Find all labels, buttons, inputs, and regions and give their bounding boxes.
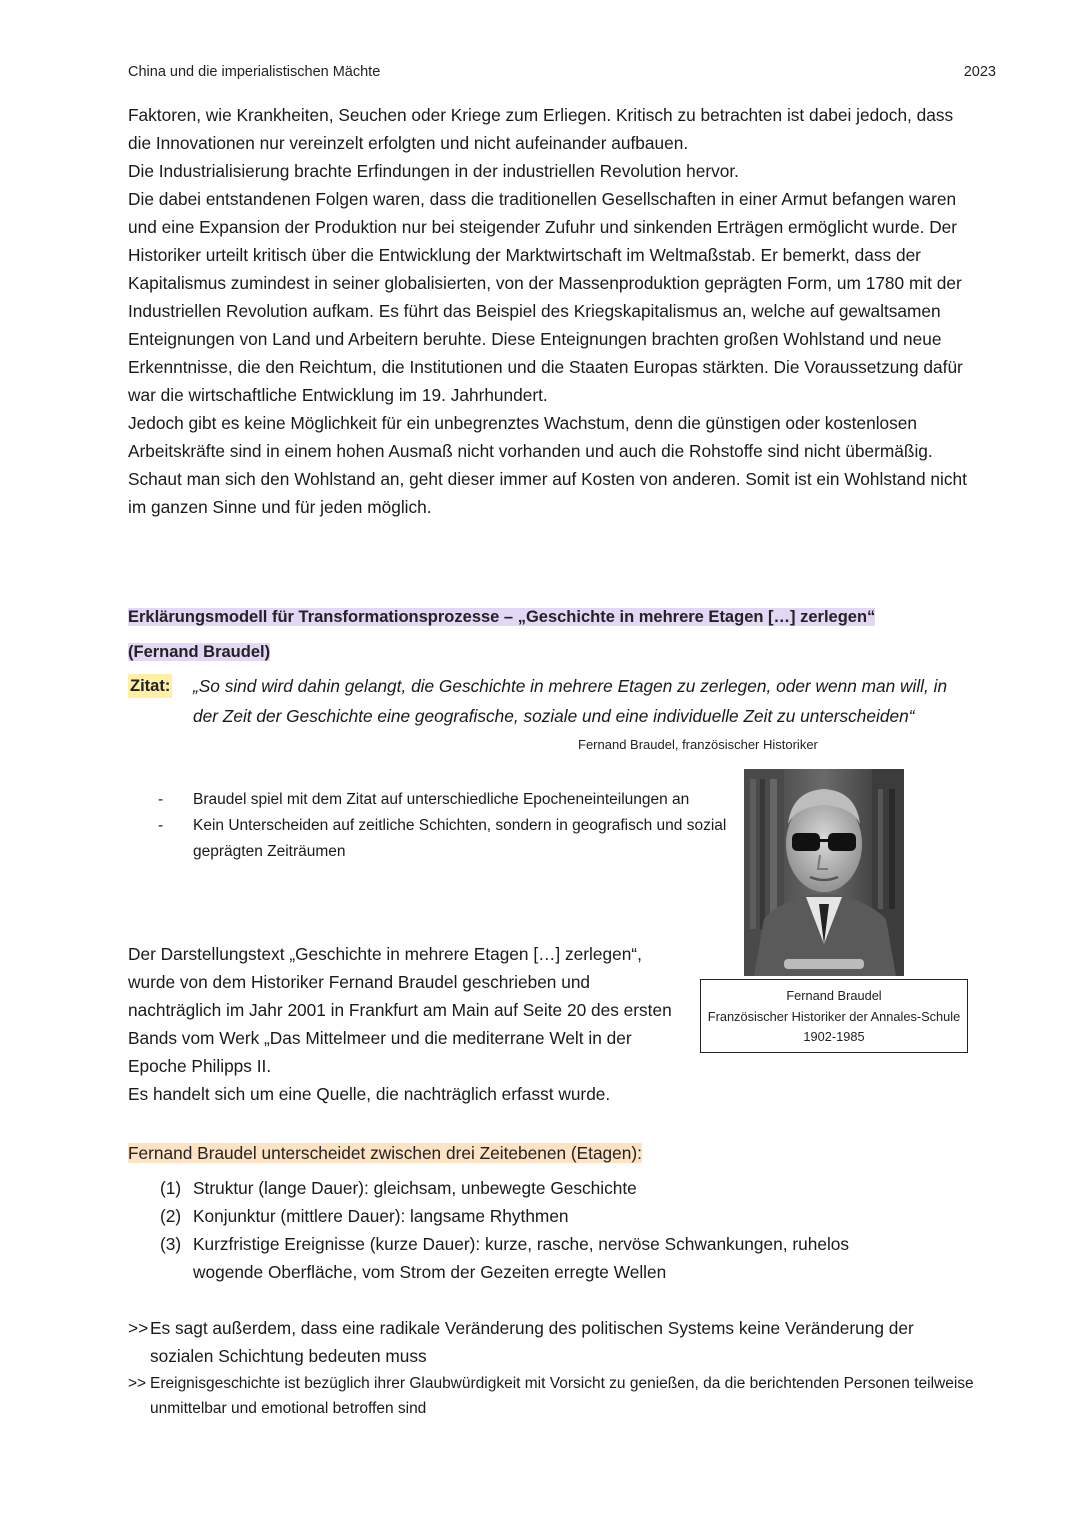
list-item bbox=[160, 1202, 920, 1230]
level-text: Kurzfristige Ereignisse (kurze Dauer): kurze, rasche, nervöse Schwankungen, ruhelos wogende Oberfläche, vom Strom der Gezeiten erregte Wellen bbox=[193, 1234, 850, 1282]
portrait-photo bbox=[744, 769, 904, 976]
document-header-year: 2023 bbox=[963, 64, 996, 80]
levels-heading-text: Fernand Braudel unterscheidet zwischen drei Zeitebenen (Etagen): bbox=[128, 1143, 642, 1163]
source-paragraph: Der Darstellungstext „Geschichte in mehrere Etagen […] zerlegen“, wurde von dem Historiker Fernand Braudel geschrieben und nachträglich im Jahr 2001 in Frankfurt am Main auf Seite 20 des ersten Bands vom Werk „Das Mittelmeer und die mediterrane Welt in der Epoche Philipps II. bbox=[128, 944, 672, 1076]
level-number: (3) bbox=[160, 1234, 182, 1254]
bullet-list bbox=[158, 787, 738, 865]
source-description bbox=[128, 940, 688, 1108]
caption-description: Französischer Historiker der Annales-Schule 1902-1985 bbox=[707, 1008, 961, 1044]
list-item bbox=[160, 1230, 920, 1286]
list-item: - Braudel spiel mit dem Zitat auf unterschiedliche Epocheneinteilungen an bbox=[158, 791, 690, 808]
level-number: (2) bbox=[160, 1206, 182, 1226]
section-heading bbox=[128, 600, 928, 670]
intro-paragraph: Die Industrialisierung brachte Erfindungen in der industriellen Revolution hervor. bbox=[128, 161, 739, 181]
levels-heading bbox=[128, 1136, 928, 1171]
level-number: (1) bbox=[160, 1178, 182, 1198]
intro-paragraph: Die dabei entstandenen Folgen waren, dass die traditionellen Gesellschaften in einer Armut befangen waren und eine Expansion der Produktion nur bei steigender Zufuhr und sinkenden Erträgen ermöglicht wurde. Der Historiker urteilt kritisch über die Entwicklung der Marktwirtschaft im Weltmaßstab. Er bemerkt, dass der Kapitalismus zumindest in seiner globalisierten, von der Massenproduktion geprägten Form, um 1780 mit der Industriellen Revolution aufkam. Es führt das Beispiel des Kriegskapitalismus an, welche auf gewaltsamen Enteignungen von Land und Arbeitern beruhte. Diese Enteignungen brachten großen Wohlstand und neue Erkenntnisse, die den Reichtum, die Institutionen und die Staaten Europas stärkten. Die Voraussetzung dafür war die wirtschaftliche Entwicklung im 19. Jahrhundert. bbox=[128, 189, 963, 405]
note-item bbox=[128, 1314, 978, 1370]
bullet-text: Kein Unterscheiden auf zeitliche Schichten, sondern in geografisch und sozial geprägten Zeiträumen bbox=[193, 817, 727, 860]
quote-label: Zitat: bbox=[128, 674, 172, 698]
bullet-text: Braudel spiel mit dem Zitat auf unterschiedliche Epocheneinteilungen an bbox=[193, 791, 690, 808]
note-text: Ereignisgeschichte ist bezüglich ihrer Glaubwürdigkeit mit Vorsicht zu genießen, da die berichtenden Personen teilweise unmittelbar und emotional betroffen sind bbox=[150, 1375, 974, 1417]
level-text: Konjunktur (mittlere Dauer): langsame Rhythmen bbox=[193, 1206, 569, 1226]
note-text: Es sagt außerdem, dass eine radikale Veränderung des politischen Systems keine Veränderung der sozialen Schichtung bedeuten muss bbox=[150, 1318, 914, 1366]
note-marker: >> bbox=[128, 1318, 149, 1338]
list-item bbox=[160, 1174, 920, 1202]
quote-attribution: Fernand Braudel, französischer Historiker bbox=[578, 737, 818, 752]
document-header-title: China und die imperialistischen Mächte bbox=[128, 64, 381, 80]
level-text: Struktur (lange Dauer): gleichsam, unbewegte Geschichte bbox=[193, 1178, 637, 1198]
time-levels-list bbox=[160, 1174, 920, 1286]
note-marker: >> bbox=[128, 1375, 147, 1392]
list-item: - Kein Unterscheiden auf zeitliche Schichten, sondern in geografisch und sozial geprägten Zeiträumen bbox=[158, 817, 727, 860]
portrait-illustration bbox=[744, 769, 904, 976]
photo-caption bbox=[700, 979, 968, 1053]
intro-paragraph: Faktoren, wie Krankheiten, Seuchen oder Kriege zum Erliegen. Kritisch zu betrachten ist dabei jedoch, dass die Innovationen nur vereinzelt erfolgten und nicht aufeinander aufbauen. bbox=[128, 105, 954, 153]
section-heading-text: Erklärungsmodell für Transformationsprozesse – „Geschichte in mehrere Etagen […] zerlegen“ (Fernand Braudel) bbox=[128, 608, 876, 661]
intro-paragraph: Jedoch gibt es keine Möglichkeit für ein unbegrenztes Wachstum, denn die günstigen oder kostenlosen Arbeitskräfte sind in einem hohen Ausmaß nicht vorhanden und auch die Rohstoffe sind nicht übermäßig. Schaut man sich den Wohlstand an, geht dieser immer auf Kosten von anderen. Somit ist ein Wohlstand nicht im ganzen Sinne und für jeden möglich. bbox=[128, 413, 967, 517]
caption-name: Fernand Braudel bbox=[786, 988, 882, 1003]
intro-text bbox=[128, 101, 968, 521]
quote-text: „So sind wird dahin gelangt, die Geschichte in mehrere Etagen zu zerlegen, oder wenn man will, in der Zeit der Geschichte eine geografische, soziale und eine individuelle Zeit zu unterscheiden“ bbox=[193, 676, 948, 726]
source-paragraph: Es handelt sich um eine Quelle, die nachträglich erfasst wurde. bbox=[128, 1084, 611, 1104]
note-item bbox=[128, 1371, 978, 1421]
